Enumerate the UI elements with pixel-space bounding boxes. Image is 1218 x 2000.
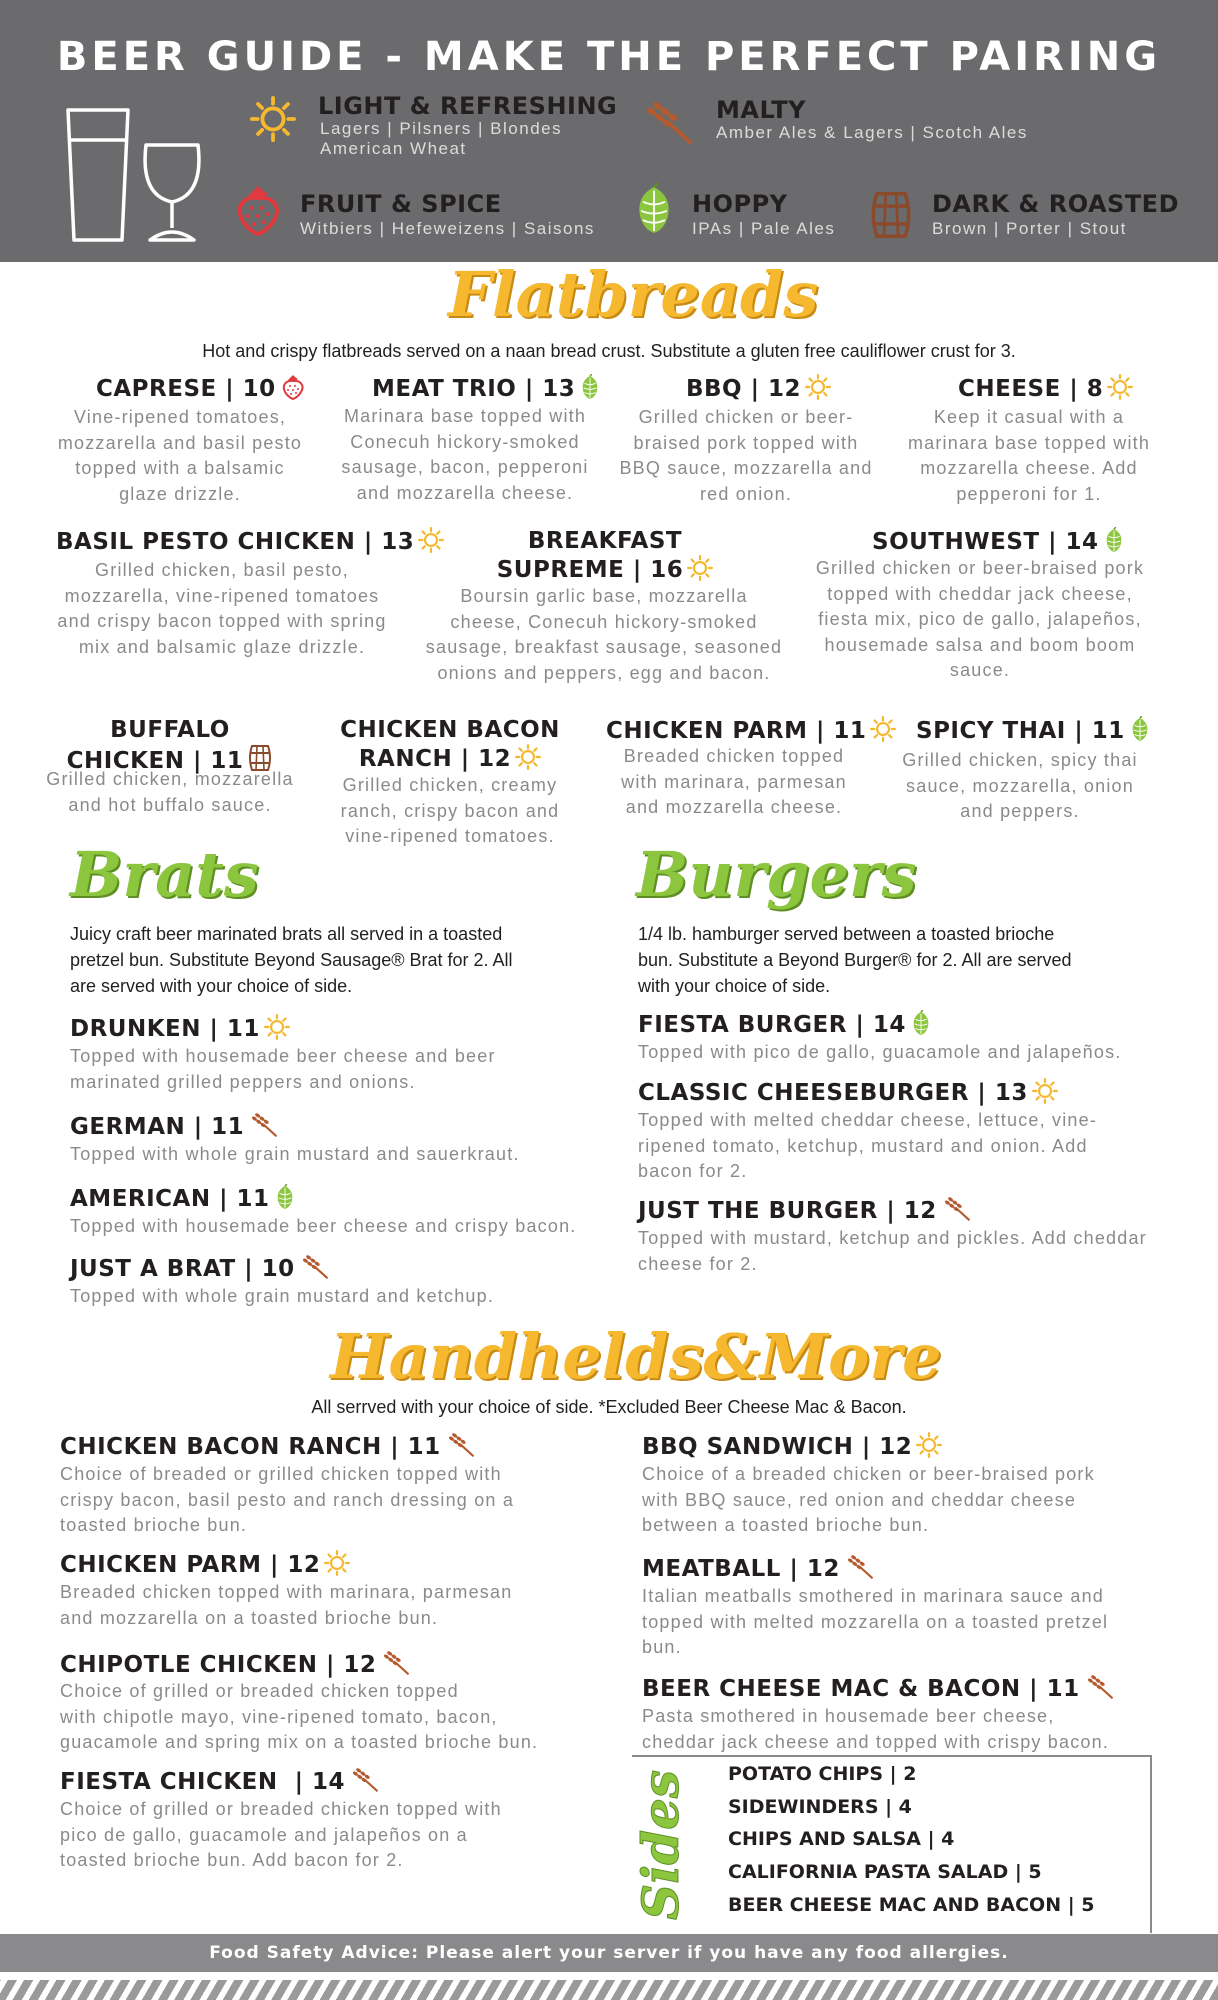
footer-bar [0,1934,1218,1972]
brat-german-name: GERMAN | 11 [70,1112,278,1141]
wheat-icon [640,100,694,146]
style-fruit-desc: Witbiers | Hefeweizens | Saisons [300,219,595,238]
wheat-icon [248,1112,278,1138]
hop-icon [1129,716,1151,742]
side-beer-cheese-mac: BEER CHEESE MAC AND BACON | 5 [728,1894,1095,1916]
flatbread-buffalo-chicken-desc: Grilled chicken, mozzarella and hot buffalo sauce. [46,769,294,815]
sun-icon [264,1014,290,1040]
flatbread-caprese-desc: Vine-ripened tomatoes, mozzarella and basil pesto topped with a balsamic glaze drizzle. [57,407,303,504]
style-light-desc-1: Lagers | Pilsners | Blondes [320,119,563,138]
flatbread-chicken-bacon-ranch-desc: Grilled chicken, creamy ranch, crispy bacon and vine-ripened tomatoes. [340,775,560,846]
hop-icon [1103,527,1125,553]
brats-title: Brats [70,838,259,911]
strawberry-icon [232,184,284,236]
wheat-icon [1084,1674,1114,1700]
flatbread-bbq-name: BBQ | 12 [686,374,831,403]
flatbread-meat-trio-desc: Marinara base topped with Conecuh hickory-smoked sausage, bacon, pepperoni and mozzarella cheese. [341,406,589,503]
style-dark-desc: Brown | Porter | Stout [932,219,1127,238]
side-california-pasta-salad: CALIFORNIA PASTA SALAD | 5 [728,1861,1042,1883]
wheat-icon [349,1767,379,1793]
sun-icon [324,1550,350,1576]
sun-icon [250,96,296,142]
svg-text:Sides: Sides [631,1769,690,1920]
wheat-icon [844,1554,874,1580]
sun-icon [916,1432,942,1458]
sun-icon [805,374,831,400]
side-chips-and-salsa: CHIPS AND SALSA | 4 [728,1828,955,1850]
handheld-chicken-parm-desc: Breaded chicken topped with marinara, parmesan and mozzarella on a toasted brioche bun. [60,1582,513,1628]
style-light-desc-2: American Wheat [320,139,467,158]
wheat-icon [445,1432,475,1458]
sides-title [620,1760,702,1930]
style-malty-desc: Amber Ales & Lagers | Scotch Ales [716,123,1028,142]
handheld-chicken-bacon-ranch-desc: Choice of breaded or grilled chicken topped with crispy bacon, basil pesto and ranch dressing on a toasted brioche bun. [60,1464,515,1535]
flatbread-southwest-name: SOUTHWEST | 14 [872,527,1125,556]
flatbread-meat-trio-name: MEAT TRIO | 13 [372,374,601,403]
flatbread-basil-pesto-name: BASIL PESTO CHICKEN | 13 [56,527,444,556]
hop-icon [274,1184,296,1210]
brat-american-desc: Topped with housemade beer cheese and crispy bacon. [70,1216,577,1236]
handheld-bbq-sandwich-name: BBQ SANDWICH | 12 [642,1432,942,1461]
handheld-fiesta-chicken-name: FIESTA CHICKEN | 14 [60,1767,379,1796]
wheat-icon [941,1196,971,1222]
side-sidewinders: SIDEWINDERS | 4 [728,1796,912,1818]
handheld-meatball-desc: Italian meatballs smothered in marinara sauce and topped with melted mozzarella on a toasted pretzel bun. [642,1586,1109,1657]
flatbread-basil-pesto-desc: Grilled chicken, basil pesto, mozzarella, vine-ripened tomatoes and crispy bacon topped with spring mix and balsamic glaze drizzle. [57,560,387,657]
handheld-chipotle-chicken-desc: Choice of grilled or breaded chicken topped with chipotle mayo, vine-ripened tomato, bacon, guacamole and spring mix on a toasted brioche bun. [60,1681,539,1752]
style-light-refreshing: LIGHT & REFRESHING [318,92,618,120]
flatbread-spicy-thai-name: SPICY THAI | 11 [916,716,1151,745]
burger-fiesta-desc: Topped with pico de gallo, guacamole and jalapeños. [638,1042,1122,1062]
flatbread-chicken-parm-desc: Breaded chicken topped with marinara, parmesan and mozzarella cheese. [621,746,847,817]
handheld-chicken-bacon-ranch-name: CHICKEN BACON RANCH | 11 [60,1432,475,1461]
flatbread-buffalo-chicken-name: BUFFALO CHICKEN | 11 [60,716,280,775]
beer-guide-title: BEER GUIDE - MAKE THE PERFECT PAIRING [56,34,1162,80]
brat-drunken-desc: Topped with housemade beer cheese and beer marinated grilled peppers and onions. [70,1046,496,1092]
flatbread-chicken-bacon-ranch-name: CHICKEN BACON RANCH | 12 [340,717,560,772]
flatbreads-intro: Hot and crispy flatbreads served on a naan bread crust. Substitute a gluten free cauliflower crust for 3. [202,341,1016,361]
burgers-title: Burgers [636,838,917,911]
hop-icon [910,1010,932,1036]
handheld-bbq-sandwich-desc: Choice of a breaded chicken or beer-braised pork with BBQ sauce, red onion and cheddar cheese between a toasted brioche bun. [642,1464,1095,1535]
flatbread-breakfast-supreme-name: BREAKFAST SUPREME | 16 [470,527,740,584]
sun-icon [870,716,896,742]
food-safety-advice: Food Safety Advice: Please alert your server if you have any food allergies. [209,1943,1009,1963]
barrel-icon [868,190,914,240]
burger-classic-cheeseburger-name: CLASSIC CHEESEBURGER | 13 [638,1078,1058,1107]
brat-american-name: AMERICAN | 11 [70,1184,296,1213]
handheld-meatball-name: MEATBALL | 12 [642,1554,874,1583]
sun-icon [1107,374,1133,400]
strawberry-icon [280,374,306,400]
brat-drunken-name: DRUNKEN | 11 [70,1014,290,1043]
handhelds-intro: All serrved with your choice of side. *Excluded Beer Cheese Mac & Bacon. [311,1397,907,1417]
sun-icon [418,527,444,553]
wheat-icon [380,1650,410,1676]
flatbread-bbq-desc: Grilled chicken or beer- braised pork topped with BBQ sauce, mozzarella and red onion. [619,407,873,504]
flatbread-spicy-thai-desc: Grilled chicken, spicy thai sauce, mozzarella, onion and peppers. [902,750,1138,821]
sun-icon [687,555,713,581]
brats-intro: Juicy craft beer marinated brats all served in a toasted pretzel bun. Substitute Beyond Sausage® Brat for 2. All are served with your choice of side. [70,924,513,996]
flatbread-cheese-desc: Keep it casual with a marinara base topped with mozzarella cheese. Add pepperoni for 1. [907,407,1151,504]
sun-icon [515,744,541,770]
beer-guide-header [0,0,1218,262]
flatbread-breakfast-supreme-desc: Boursin garlic base, mozzarella cheese, Conecuh hickory-smoked sausage, breakfast sausage, seasoned onions and peppers, egg and bacon. [425,586,783,683]
handheld-chicken-parm-name: CHICKEN PARM | 12 [60,1550,350,1579]
burger-classic-cheeseburger-desc: Topped with melted cheddar cheese, lettuce, vine- ripened tomato, ketchup, mustard and onion. Add bacon for 2. [638,1110,1098,1181]
side-potato-chips: POTATO CHIPS | 2 [728,1763,917,1785]
brat-just-a-brat-name: JUST A BRAT | 10 [70,1254,329,1283]
flatbreads-title: Flatbreads [448,258,819,331]
hop-icon [632,180,676,238]
flatbread-cheese-name: CHEESE | 8 [958,374,1133,403]
style-malty: MALTY [716,96,807,124]
brat-german-desc: Topped with whole grain mustard and sauerkraut. [70,1144,520,1164]
handheld-beer-cheese-mac-desc: Pasta smothered in housemade beer cheese, cheddar jack cheese and topped with crispy bacon. [642,1706,1110,1752]
burger-just-the-burger-name: JUST THE BURGER | 12 [638,1196,971,1225]
flatbread-chicken-parm-name: CHICKEN PARM | 11 [606,716,896,745]
sun-icon [1032,1078,1058,1104]
flatbread-southwest-desc: Grilled chicken or beer-braised pork topped with cheddar jack cheese, fiesta mix, pico de gallo, jalapeños, housemade salsa and boom boom sauce. [815,558,1145,680]
style-fruit-spice: FRUIT & SPICE [300,190,502,218]
burger-just-the-burger-desc: Topped with mustard, ketchup and pickles. Add cheddar cheese for 2. [638,1228,1147,1274]
handheld-beer-cheese-mac-name: BEER CHEESE MAC & BACON | 11 [642,1674,1114,1703]
style-hoppy: HOPPY [692,190,788,218]
handheld-chipotle-chicken-name: CHIPOTLE CHICKEN | 12 [60,1650,410,1679]
footer-stripe [0,1980,1218,2000]
brat-just-a-brat-desc: Topped with whole grain mustard and ketchup. [70,1286,495,1306]
wheat-icon [299,1254,329,1280]
handhelds-title: Handhelds&More [330,1320,942,1393]
handheld-fiesta-chicken-desc: Choice of grilled or breaded chicken topped with pico de gallo, guacamole and jalapeños on a toasted brioche bun. Add bacon for 2. [60,1799,502,1870]
flatbread-caprese-name: CAPRESE | 10 [96,374,306,403]
burger-fiesta-name: FIESTA BURGER | 14 [638,1010,932,1039]
style-hoppy-desc: IPAs | Pale Ales [692,219,836,238]
style-dark-roasted: DARK & ROASTED [932,190,1179,218]
hop-icon [579,374,601,400]
beer-glasses-icon [58,100,218,250]
burgers-intro: 1/4 lb. hamburger served between a toasted brioche bun. Substitute a Beyond Burger® for 2. All are served with your choice of side. [638,924,1072,996]
